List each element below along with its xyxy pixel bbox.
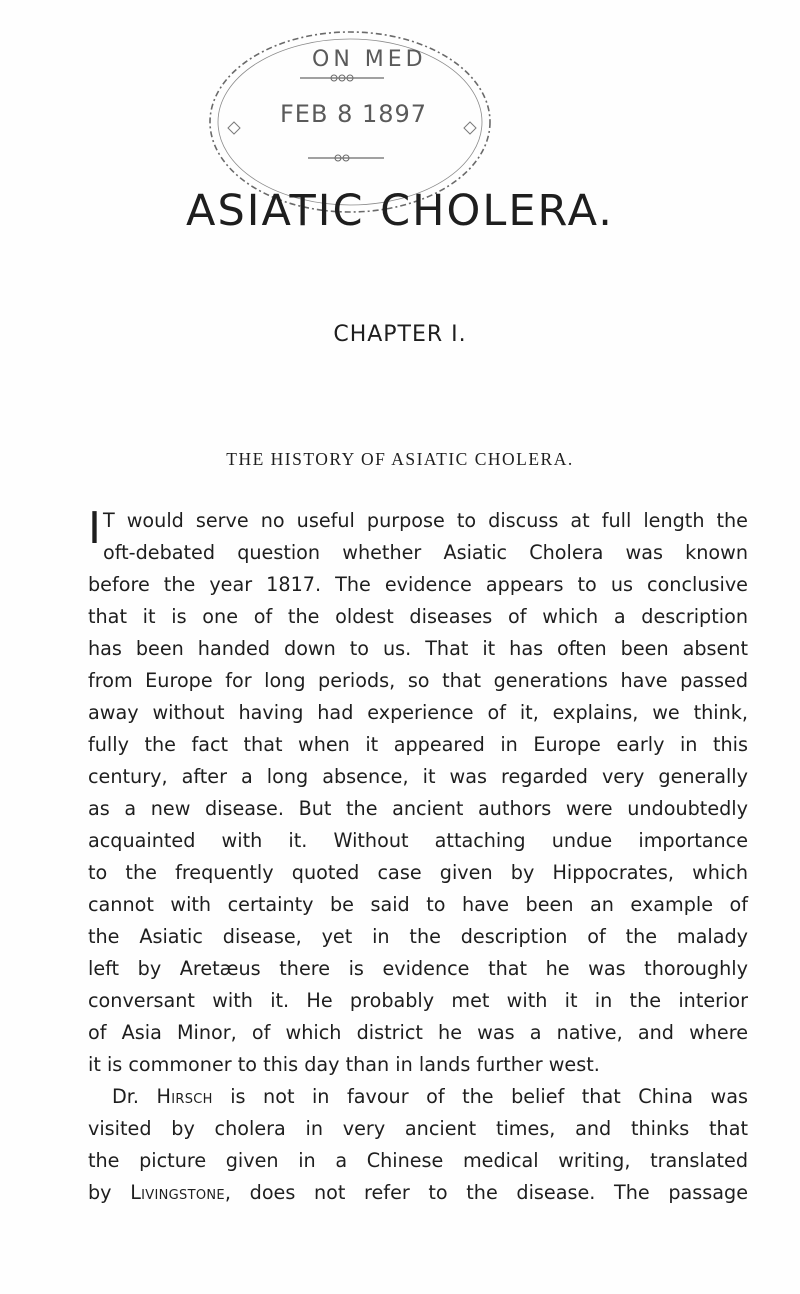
text-line: conversant with it. He probably met with it in the interior — [88, 989, 748, 1012]
line-rest: , does not refer to the disease. The passage — [224, 1181, 748, 1204]
text-line: century, after a long absence, it was regarded very generally — [88, 765, 748, 788]
text-line: that it is one of the oldest diseases of which a description — [88, 605, 748, 628]
stamp-top-text: ON MED — [312, 47, 427, 72]
body-text — [88, 505, 748, 1209]
chapter-number: CHAPTER I. — [333, 322, 467, 347]
running-title: ASIATIC CHOLERA. — [186, 186, 614, 236]
text-line: it is commoner to this day than in lands further west. — [88, 1053, 600, 1076]
author-livingstone: Livingstone — [130, 1181, 225, 1204]
text-line: as a new disease. But the ancient authors were undoubtedly — [88, 797, 748, 820]
text-line: before the year 1817. The evidence appears to us conclusive — [88, 573, 748, 596]
drop-cap: I — [88, 503, 101, 554]
text-line: of Asia Minor, of which district he was a native, and where — [88, 1021, 748, 1044]
text-line: the Asiatic disease, yet in the description of the malady — [88, 925, 748, 948]
text-line: from Europe for long periods, so that generations have passed — [88, 669, 748, 692]
line-prefix: by — [88, 1181, 112, 1204]
paragraph-2 — [88, 1081, 748, 1209]
text-line: fully the fact that when it appeared in Europe early in this — [88, 733, 748, 756]
line-rest: is not in favour of the belief that China was — [230, 1085, 748, 1108]
text-line: cannot with certainty be said to have been an example of — [88, 893, 748, 916]
text-line — [88, 1081, 748, 1113]
chapter-title: THE HISTORY OF ASIATIC CHOLERA. — [226, 449, 574, 469]
text-line: the picture given in a Chinese medical writing, translated — [88, 1149, 748, 1172]
text-line: oft-debated question whether Asiatic Cholera was known — [102, 541, 748, 564]
prefix-dr: Dr. — [112, 1085, 140, 1108]
text-line: acquainted with it. Without attaching undue importance — [88, 829, 748, 852]
text-line: T would serve no useful purpose to discuss at full length the — [102, 509, 748, 532]
author-hirsch: Hirsch — [156, 1085, 213, 1108]
text-line — [88, 1177, 748, 1209]
text-line: visited by cholera in very ancient times, and thinks that — [88, 1117, 748, 1140]
text-line: away without having had experience of it, explains, we think, — [88, 701, 748, 724]
paragraph-1 — [88, 505, 748, 1081]
text-line: to the frequently quoted case given by Hippocrates, which — [88, 861, 748, 884]
text-line: left by Aretæus there is evidence that he was thoroughly — [88, 957, 748, 980]
stamp-date: FEB 8 1897 — [280, 100, 428, 128]
text-line: has been handed down to us. That it has often been absent — [88, 637, 748, 660]
